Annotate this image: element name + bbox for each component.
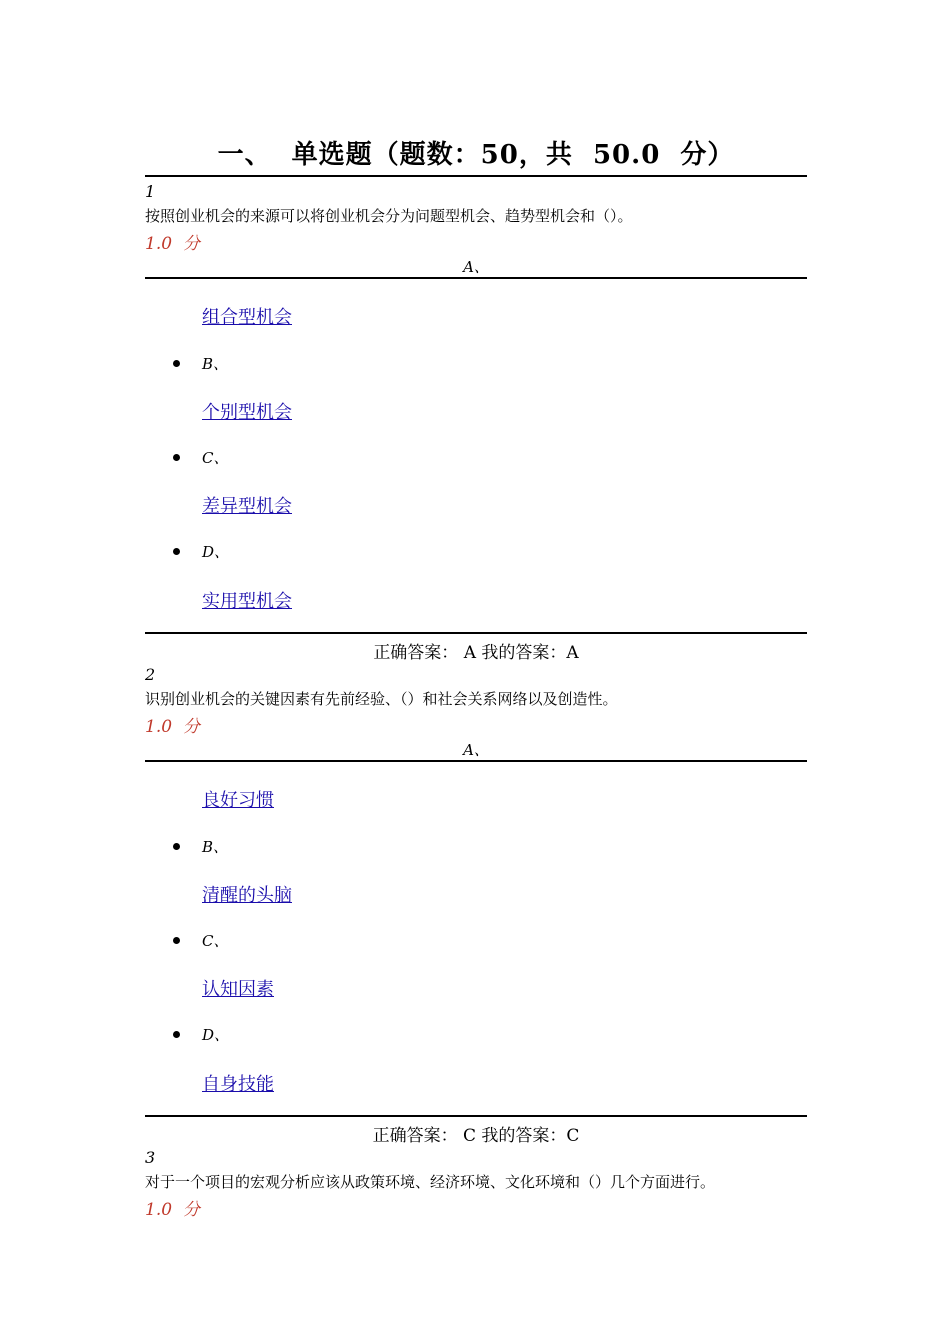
option-a-label: A、	[463, 741, 489, 759]
divider	[145, 632, 807, 634]
question-score: 1.0 分	[145, 717, 200, 737]
question-text: 按照创业机会的来源可以将创业机会分为问题型机会、趋势型机会和（）。	[145, 207, 633, 225]
question-number: 2	[145, 665, 156, 684]
answer-line: 正确答案： A 我的答案：A	[373, 643, 579, 663]
question-score: 1.0 分	[145, 234, 200, 254]
answer-line: 正确答案： C 我的答案：C	[372, 1126, 580, 1146]
option-b-link[interactable]: 个别型机会	[202, 402, 292, 423]
option-c-link[interactable]: 差异型机会	[202, 496, 292, 517]
question-number: 3	[145, 1148, 156, 1167]
divider	[145, 1115, 807, 1117]
question-text: 识别创业机会的关键因素有先前经验、（）和社会关系网络以及创造性。	[145, 690, 618, 708]
bullet-icon	[173, 360, 180, 367]
option-a-label: A、	[463, 258, 489, 276]
bullet-icon	[173, 937, 180, 944]
bullet-icon	[173, 1031, 180, 1038]
option-b-label: B、	[202, 355, 229, 373]
option-b-label: B、	[202, 838, 229, 856]
bullet-icon	[173, 454, 180, 461]
option-d-link[interactable]: 自身技能	[202, 1074, 274, 1095]
option-c-label: C、	[202, 932, 229, 950]
option-a-link[interactable]: 组合型机会	[202, 307, 292, 328]
option-d-label: D、	[202, 1026, 230, 1044]
question-number: 1	[145, 182, 156, 201]
option-a-link[interactable]: 良好习惯	[202, 790, 274, 811]
section-title: 一、 单选题（题数：50，共 50.0 分）	[217, 140, 735, 170]
question-text: 对于一个项目的宏观分析应该从政策环境、经济环境、文化环境和（）几个方面进行。	[145, 1173, 716, 1191]
option-c-link[interactable]: 认知因素	[202, 979, 274, 1000]
bullet-icon	[173, 548, 180, 555]
divider	[145, 760, 807, 762]
option-d-label: D、	[202, 543, 230, 561]
bullet-icon	[173, 843, 180, 850]
divider	[145, 277, 807, 279]
option-c-label: C、	[202, 449, 229, 467]
option-d-link[interactable]: 实用型机会	[202, 591, 292, 612]
divider	[145, 175, 807, 177]
question-score: 1.0 分	[145, 1200, 200, 1220]
option-b-link[interactable]: 清醒的头脑	[202, 885, 292, 906]
